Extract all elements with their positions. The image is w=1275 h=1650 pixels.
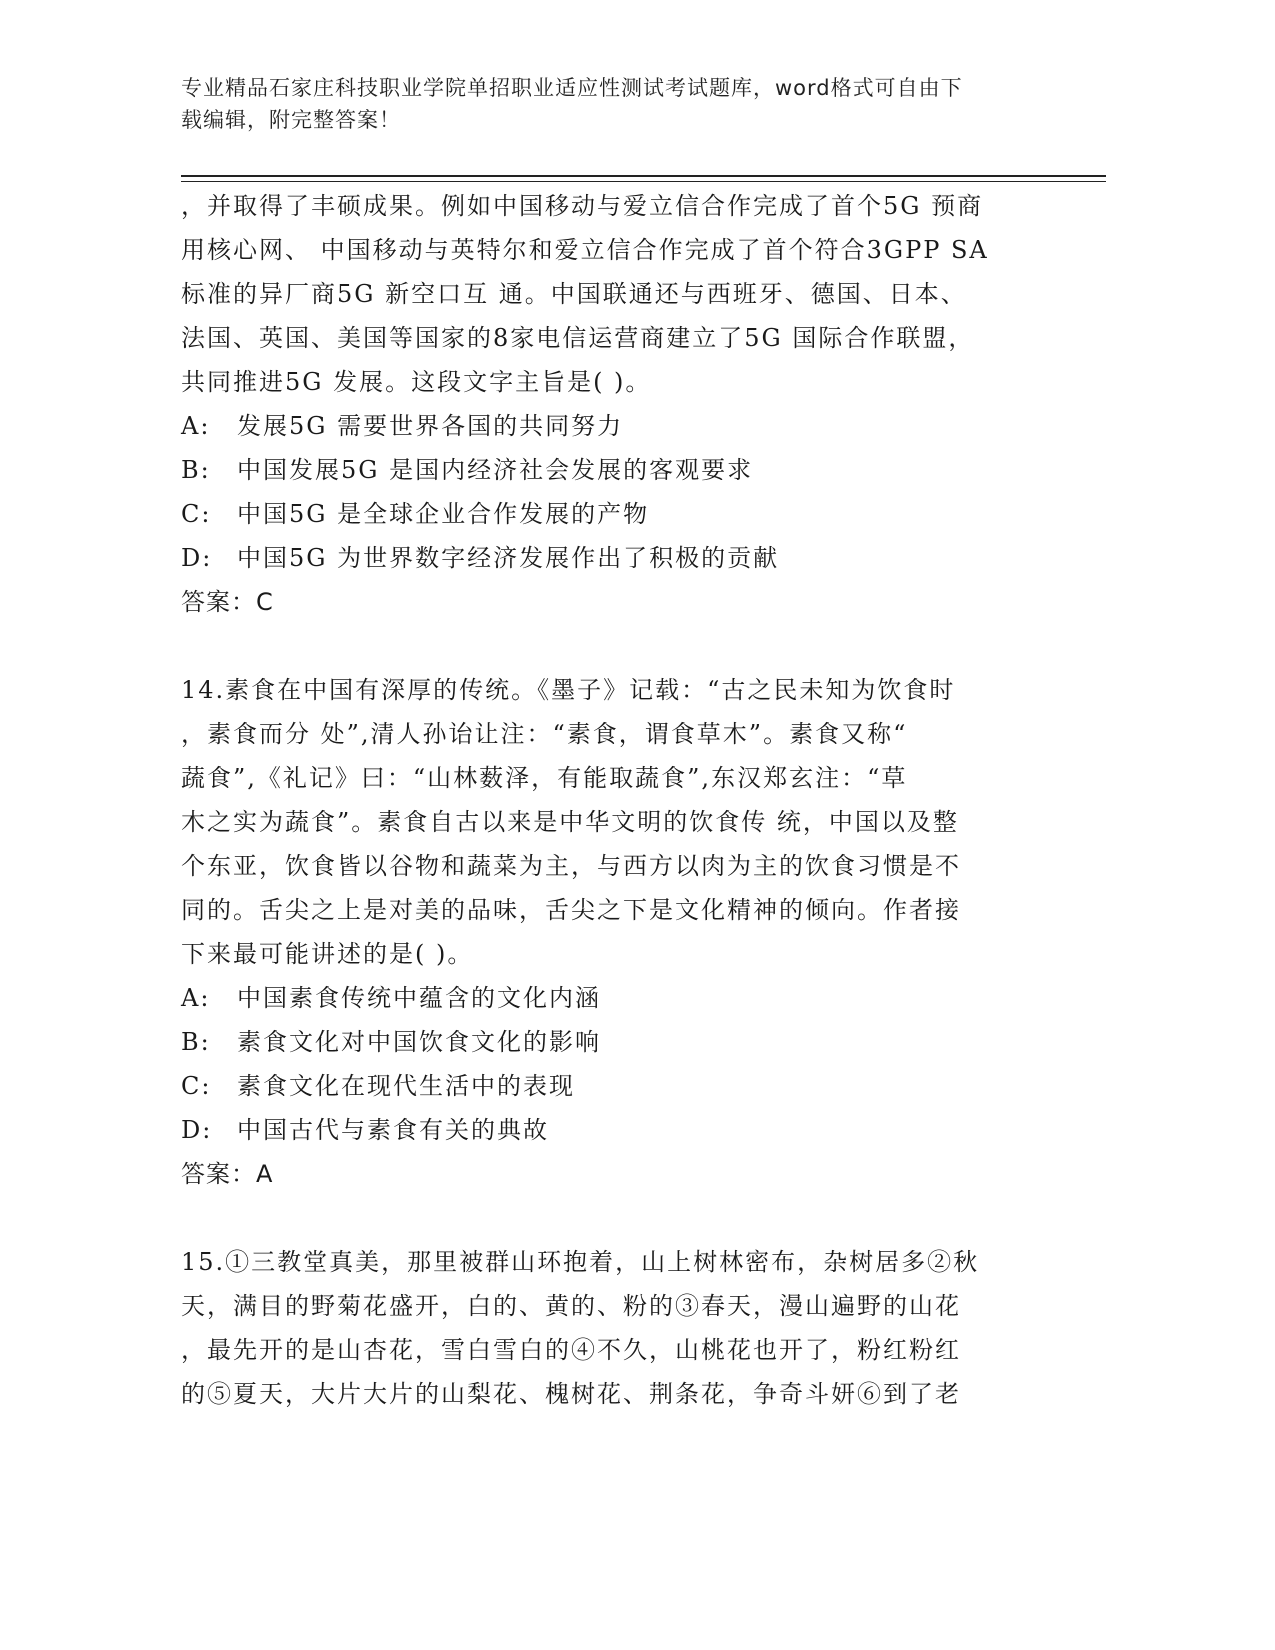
option-a [181,404,1041,448]
question-text-line: 15.①三教堂真美，那里被群山环抱着，山上树林密布，杂树居多②秋 [181,1248,980,1276]
option-letter: A: [181,984,211,1012]
option-c [181,1064,1041,1108]
answer-line: 答案：A [181,1160,274,1188]
option-b [181,1020,1041,1064]
question-text-line: 个东亚，饮食皆以谷物和蔬菜为主，与西方以肉为主的饮食习惯是不 [181,852,961,880]
question-14 [181,668,1041,1196]
option-text: 中国5G 为世界数字经济发展作出了积极的贡献 [237,544,780,572]
question-text-line: ，最先开的是山杏花，雪白雪白的④不久，山桃花也开了，粉红粉红 [181,1336,961,1364]
option-letter: D: [181,1116,213,1144]
option-letter: D: [181,544,213,572]
header-divider-thin [181,181,1106,182]
answer-line: 答案：C [181,588,274,616]
option-text: 素食文化对中国饮食文化的影响 [237,1028,601,1056]
question-13 [181,184,1041,624]
option-text: 中国发展5G 是国内经济社会发展的客观要求 [237,456,754,484]
spacer [181,1196,1041,1240]
option-text: 中国素食传统中蕴含的文化内涵 [237,984,601,1012]
question-text-line: 14.素食在中国有深厚的传统。《墨子》记载：“古之民未知为饮食时 [181,676,956,704]
option-text: 发展5G 需要世界各国的共同努力 [237,412,624,440]
question-text-line: 共同推进5G 发展。这段文字主旨是( )。 [181,368,652,396]
option-text: 素食文化在现代生活中的表现 [237,1072,575,1100]
document-body [181,184,1041,1416]
question-15 [181,1240,1041,1416]
option-letter: B: [181,456,211,484]
option-text: 中国5G 是全球企业合作发展的产物 [237,500,650,528]
question-text-line: 木之实为蔬食”。素食自古以来是中华文明的饮食传 统，中国以及整 [181,808,959,836]
question-text-line: ，素食而分 处”,清人孙诒让注：“素食，谓食草木”。素食又称“ [181,720,908,748]
option-letter: B: [181,1028,211,1056]
option-letter: C: [181,500,212,528]
header-line-1: 专业精品石家庄科技职业学院单招职业适应性测试考试题库，word格式可自由下 [181,76,963,100]
question-text-line: 同的。舌尖之上是对美的品味，舌尖之下是文化精神的倾向。作者接 [181,896,961,924]
option-letter: C: [181,1072,212,1100]
spacer [181,624,1041,668]
question-text-line: 下来最可能讲述的是( )。 [181,940,474,968]
option-d [181,1108,1041,1152]
question-text-line: 用核心网、 中国移动与英特尔和爱立信合作完成了首个符合3GPP SA [181,236,989,264]
question-text-line: 的⑤夏天，大片大片的山梨花、槐树花、荆条花，争奇斗妍⑥到了老 [181,1380,961,1408]
option-letter: A: [181,412,211,440]
question-text-line: 法国、英国、美国等国家的8家电信运营商建立了5G 国际合作联盟， [181,324,975,352]
question-text-line: 天，满目的野菊花盛开，白的、黄的、粉的③春天，漫山遍野的山花 [181,1292,961,1320]
option-c [181,492,1041,536]
question-text-line: 标准的异厂商5G 新空口互 通。中国联通还与西班牙、德国、日本、 [181,280,967,308]
option-b [181,448,1041,492]
page-header [181,72,1041,136]
header-divider-thick [181,175,1106,177]
header-line-2: 载编辑，附完整答案！ [181,108,401,132]
option-d [181,536,1041,580]
option-text: 中国古代与素食有关的典故 [237,1116,549,1144]
question-text-line: ，并取得了丰硕成果。例如中国移动与爱立信合作完成了首个5G 预商 [181,192,984,220]
question-text-line: 蔬食”,《礼记》曰：“山林薮泽，有能取蔬食”,东汉郑玄注：“草 [181,764,908,792]
option-a [181,976,1041,1020]
